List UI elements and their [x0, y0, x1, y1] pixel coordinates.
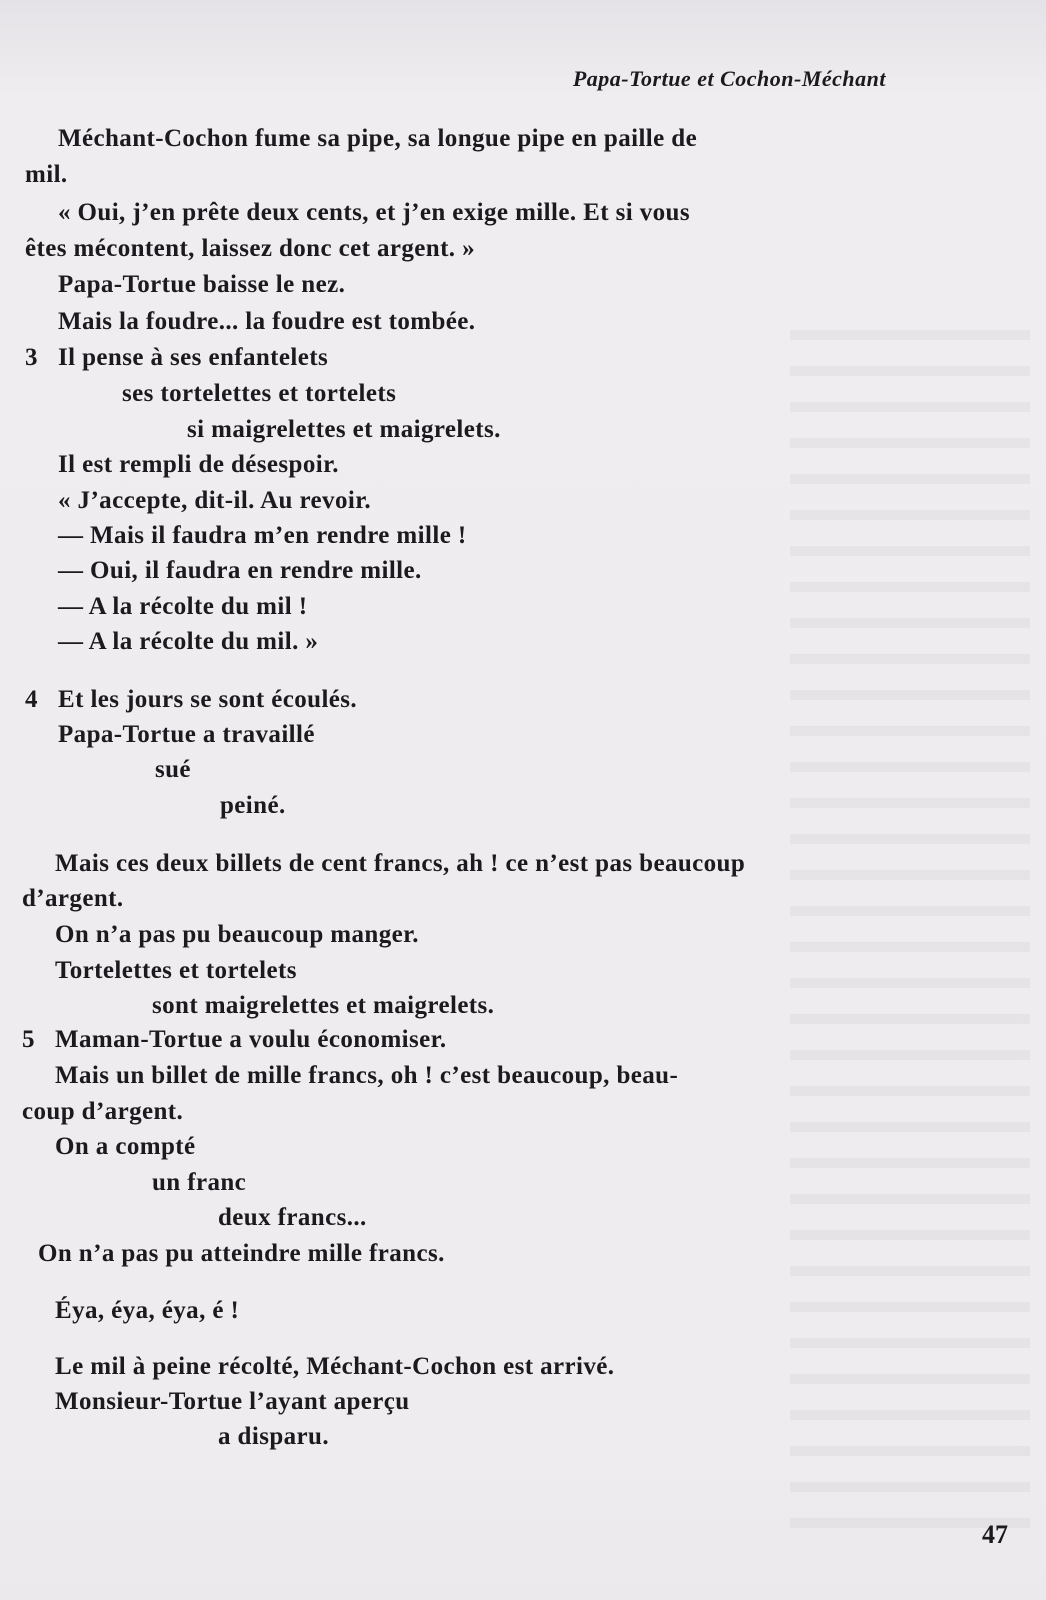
text-line: Et les jours se sont écoulés. [58, 686, 358, 713]
text-line: Mais ces deux billets de cent francs, ah ! ce n’est pas beaucoup [55, 850, 746, 877]
text-line: — Mais il faudra m’en rendre mille ! [58, 522, 467, 549]
text-line: Éya, éya, éya, é ! [55, 1297, 240, 1324]
text-line: Mais un billet de mille francs, oh ! c’est beaucoup, beau- [55, 1062, 679, 1089]
text-line: « Oui, j’en prête deux cents, et j’en exige mille. Et si vous [58, 199, 690, 226]
text-line: On a compté [55, 1133, 196, 1160]
text-line: On n’a pas pu atteindre mille francs. [38, 1240, 445, 1267]
text-line: mil. [25, 161, 68, 188]
text-line: un franc [152, 1169, 247, 1196]
section-number: 4 [25, 686, 38, 713]
text-line: êtes mécontent, laissez donc cet argent. » [25, 235, 476, 262]
text-line: si maigrelettes et maigrelets. [187, 416, 501, 443]
text-line: sué [155, 756, 191, 783]
text-line: Mais la foudre... la foudre est tombée. [58, 308, 476, 335]
bleed-through-texture [790, 330, 1030, 1530]
section-number: 5 [22, 1026, 35, 1053]
text-line: Papa-Tortue baisse le nez. [58, 271, 346, 298]
text-line: Maman-Tortue a voulu économiser. [55, 1026, 447, 1053]
running-header: Papa-Tortue et Cochon-Méchant [572, 66, 886, 91]
text-line: « J’accepte, dit-il. Au revoir. [58, 487, 372, 514]
text-line: sont maigrelettes et maigrelets. [152, 992, 495, 1019]
text-line: Tortelettes et tortelets [55, 957, 297, 984]
text-line: peiné. [220, 792, 286, 819]
text-line: Papa-Tortue a travaillé [58, 721, 315, 748]
page-number: 47 [982, 1520, 1008, 1549]
text-line: coup d’argent. [22, 1098, 184, 1125]
text-line: — A la récolte du mil ! [58, 593, 308, 620]
text-line: d’argent. [22, 885, 124, 912]
text-line: Méchant-Cochon fume sa pipe, sa longue pipe en paille de [58, 125, 698, 152]
text-line: ses tortelettes et tortelets [122, 380, 397, 407]
text-line: — A la récolte du mil. » [58, 628, 319, 655]
text-line: Il est rempli de désespoir. [58, 451, 339, 478]
text-line: deux francs... [218, 1204, 367, 1231]
text-line: a disparu. [218, 1423, 329, 1450]
text-line: — Oui, il faudra en rendre mille. [58, 557, 422, 584]
text-line: Le mil à peine récolté, Méchant-Cochon est arrivé. [55, 1353, 615, 1380]
text-line: Il pense à ses enfantelets [58, 344, 329, 371]
section-number: 3 [25, 344, 38, 371]
text-line: On n’a pas pu beaucoup manger. [55, 921, 419, 948]
text-line: Monsieur-Tortue l’ayant aperçu [55, 1388, 410, 1415]
